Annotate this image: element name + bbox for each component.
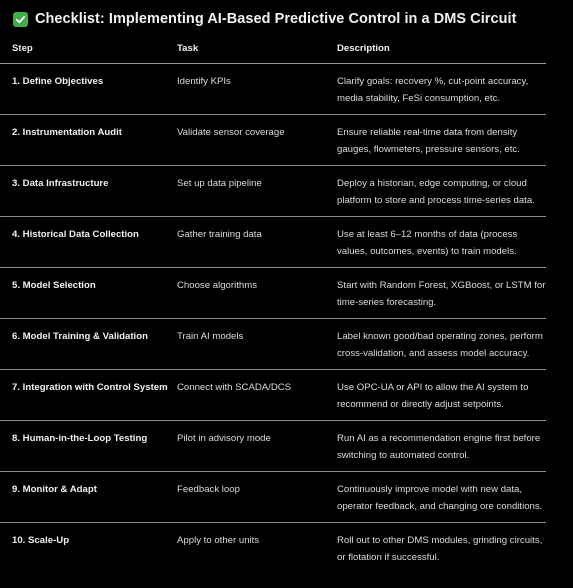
description-cell: Deploy a historian, edge computing, or cloud platform to store and process time-series data. [337, 166, 546, 217]
task-cell: Validate sensor coverage [177, 115, 337, 166]
step-cell: 1. Define Objectives [0, 64, 177, 115]
table-row [0, 472, 546, 523]
checklist-table [0, 40, 546, 573]
task-cell: Identify KPIs [177, 64, 337, 115]
table-row [0, 319, 546, 370]
column-header-description: Description [337, 40, 546, 64]
task-cell: Choose algorithms [177, 268, 337, 319]
table-row [0, 421, 546, 472]
task-cell: Gather training data [177, 217, 337, 268]
task-cell: Connect with SCADA/DCS [177, 370, 337, 421]
description-cell: Roll out to other DMS modules, grinding circuits, or flotation if successful. [337, 535, 543, 563]
description-cell: Label known good/bad operating zones, perform cross-validation, and assess model accuracy. [337, 319, 546, 370]
step-cell: 8. Human-in-the-Loop Testing [0, 421, 177, 472]
description-cell: Clarify goals: recovery %, cut-point accuracy, media stability, FeSi consumption, etc. [337, 64, 546, 115]
task-cell: Pilot in advisory mode [177, 421, 337, 472]
table-row [0, 523, 546, 574]
column-header-step: Step [0, 40, 177, 64]
step-cell: 2. Instrumentation Audit [0, 115, 177, 166]
check-mark-glyph [15, 14, 26, 25]
table-row [0, 268, 546, 319]
description-cell: Ensure reliable real-time data from density gauges, flowmeters, pressure sensors, etc. [337, 115, 546, 166]
task-cell: Feedback loop [177, 472, 337, 523]
step-cell: 4. Historical Data Collection [0, 217, 177, 268]
step-cell: 9. Monitor & Adapt [0, 472, 177, 523]
description-cell: Run AI as a recommendation engine first before switching to automated control. [337, 421, 546, 472]
description-cell: Start with Random Forest, XGBoost, or LSTM for time-series forecasting. [337, 268, 546, 319]
step-cell: 6. Model Training & Validation [0, 319, 177, 370]
table-row [0, 166, 546, 217]
table-row [0, 115, 546, 166]
step-cell: 10. Scale-Up [12, 535, 70, 546]
step-cell: 5. Model Selection [0, 268, 177, 319]
task-cell: Set up data pipeline [177, 166, 337, 217]
task-cell: Apply to other units [177, 535, 260, 546]
step-cell: 3. Data Infrastructure [0, 166, 177, 217]
table-row [0, 217, 546, 268]
step-cell: 7. Integration with Control System [0, 370, 177, 421]
page-title: Checklist: Implementing AI-Based Predictive Control in a DMS Circuit [35, 11, 517, 27]
column-header-task: Task [177, 40, 337, 64]
task-cell: Train AI models [177, 319, 337, 370]
description-cell: Continuously improve model with new data, operator feedback, and changing ore conditions. [337, 472, 546, 523]
table-row [0, 64, 546, 115]
table-header-row [0, 40, 546, 64]
description-cell: Use at least 6–12 months of data (process values, outcomes, events) to train models. [337, 217, 546, 268]
check-mark-button-icon [13, 12, 28, 27]
description-cell: Use OPC-UA or API to allow the AI system to recommend or directly adjust setpoints. [337, 370, 546, 421]
page-heading [13, 11, 516, 27]
table-row [0, 370, 546, 421]
